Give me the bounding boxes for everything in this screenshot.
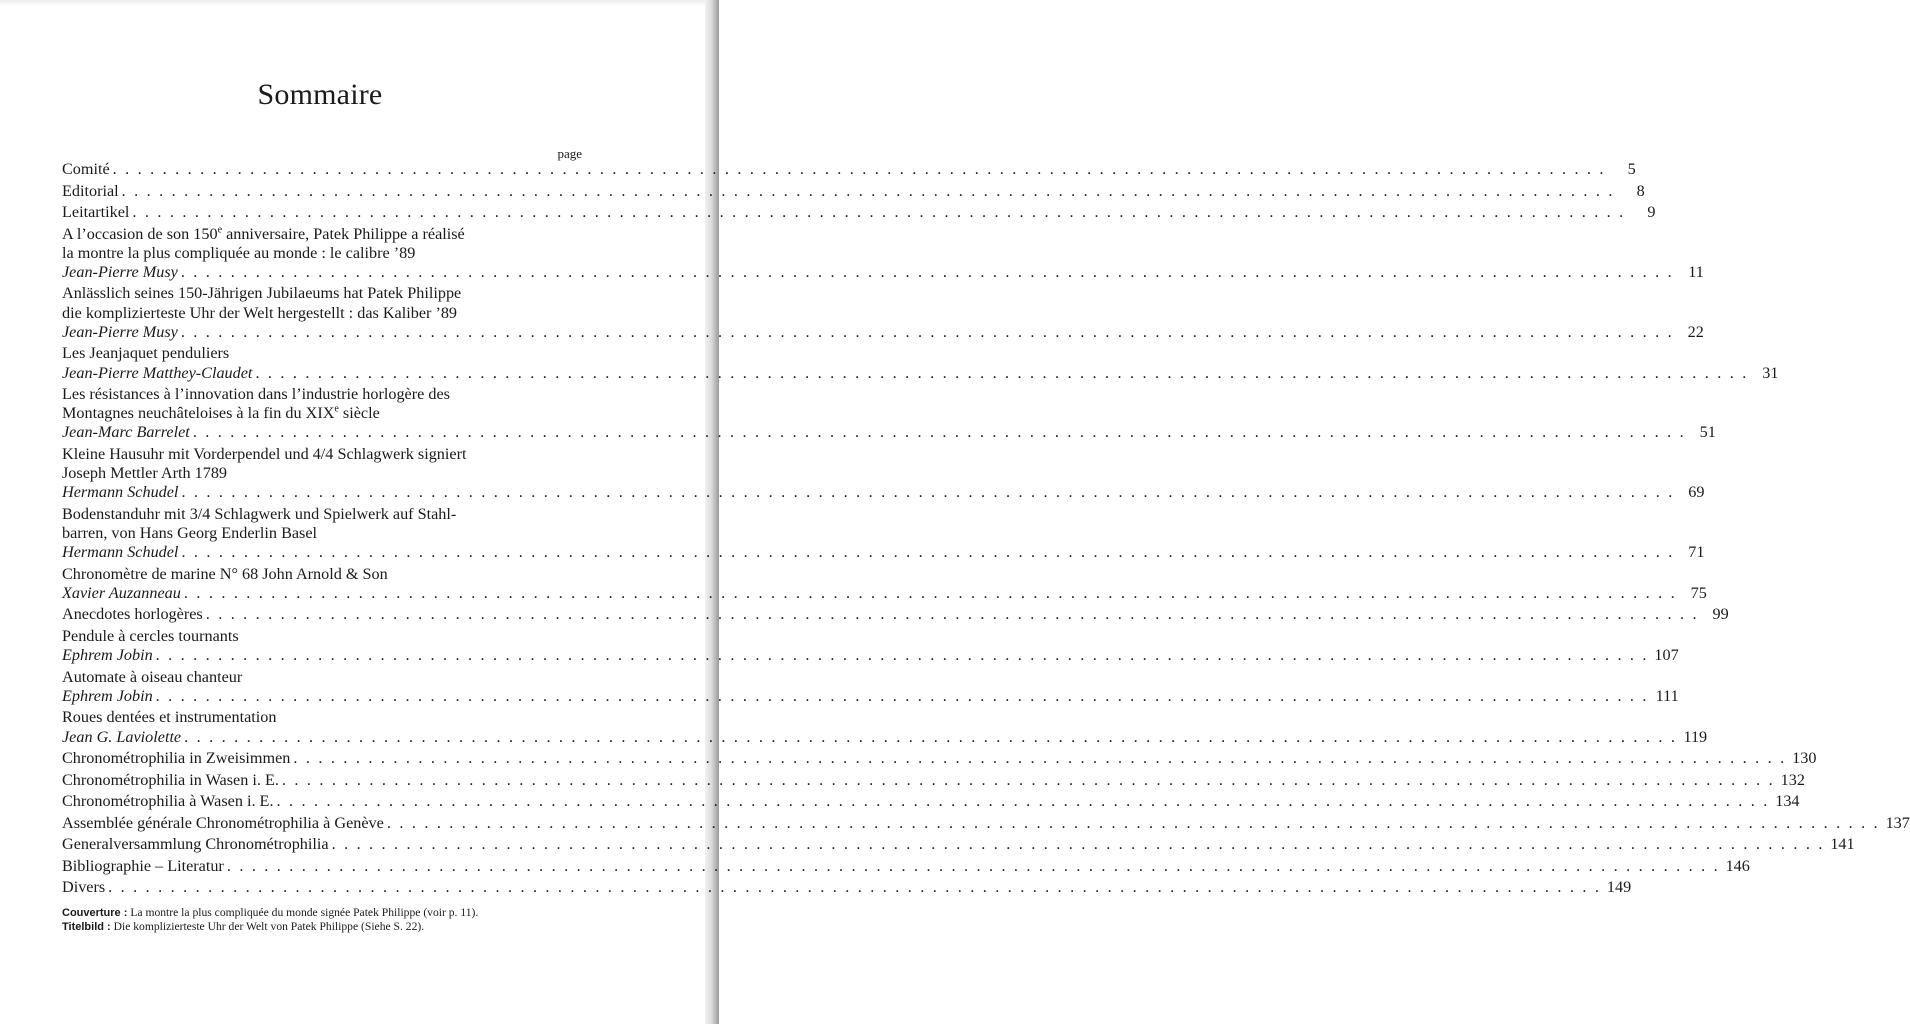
toc-entry-leader-row (62, 770, 1805, 790)
toc-entry-title-line (62, 385, 582, 404)
toc-entry (62, 835, 1855, 854)
dot-leader: . . . . . . . . . . . . . . . . . . . . . . . . . . . . . . . . . . . . . . . . . . . . . . . . . . . . . . . . . . . . . . . . . . . . . . . . . . . . . . . . . . . . . . . . . . . . . . . . . . . . . . . . . . . . . . . . . . . . . . . . (108, 878, 1602, 897)
toc-entry (62, 605, 1729, 624)
toc-entry-page-number: 119 (1683, 727, 1708, 746)
toc-entry-author: Jean G. Laviolette (62, 727, 182, 746)
toc-entry (62, 770, 1805, 790)
toc-entry (62, 181, 1645, 201)
title-text: Bodenstanduhr mit 3/4 Schlagwerk und Spielwerk auf Stahl- (62, 504, 457, 523)
toc-entry (62, 160, 1636, 179)
toc-entry (62, 667, 1679, 706)
toc-entry-leader-row (62, 583, 1707, 603)
toc-entry-page-number: 51 (1699, 423, 1716, 442)
toc-entry-title-line (62, 524, 582, 543)
toc-entry-title: Comité (62, 160, 110, 178)
toc-entry-leader-row (62, 856, 1750, 876)
toc-entry-author: Ephrem Jobin (62, 686, 153, 705)
toc-entry (62, 203, 1656, 222)
title-text: die komplizierteste Uhr der Welt hergestellt : das Kaliber ’89 (62, 303, 458, 322)
toc-entry-page-number: 75 (1690, 583, 1707, 602)
dot-leader: . . . . . . . . . . . . . . . . . . . . . . . . . . . . . . . . . . . . . . . . . . . . . . . . . . . . . . . . . . . . . . . . . . . . . . . . . . . . . . . . . . . . . . . . . . . . . . . . . . . . . . . . . . . . . . . . . . . . . . . . (181, 483, 1675, 502)
toc-entry-author: Ephrem Jobin (62, 646, 153, 665)
toc-entry (62, 856, 1750, 876)
toc-entry-page-number: 134 (1775, 792, 1800, 811)
toc-entry-title-line (62, 505, 582, 524)
toc-entry-page-number: 130 (1792, 749, 1817, 768)
dot-leader: . . . . . . . . . . . . . . . . . . . . . . . . . . . . . . . . . . . . . . . . . . . . . . . . . . . . . . . . . . . . . . . . . . . . . . . . . . . . . . . . . . . . . . . . . . . . . . . . . . . . . . . . . . . . . . . . . . . . . . . . (155, 686, 1649, 705)
dot-leader: . . . . . . . . . . . . . . . . . . . . . . . . . . . . . . . . . . . . . . . . . . . . . . . . . . . . . . . . . . . . . . . . . . . . . . . . . . . . . . . . . . . . . . . . . . . . . . . . . . . . . . . . . . . . . . . . . . . . . . . . (281, 770, 1775, 789)
toc-entry-leader-row (62, 835, 1855, 854)
toc-entry (62, 504, 1705, 563)
page-title: Sommaire (257, 78, 383, 111)
title-text: anniversaire, Patek Philippe a réalisé (222, 224, 465, 243)
dot-leader: . . . . . . . . . . . . . . . . . . . . . . . . . . . . . . . . . . . . . . . . . . . . . . . . . . . . . . . . . . . . . . . . . . . . . . . . . . . . . . . . . . . . . . . . . . . . . . . . . . . . . . . . . . . . . . . . . . . . . . . . (180, 262, 1674, 281)
table-of-contents (62, 160, 1910, 900)
toc-entry-title-line (62, 344, 582, 363)
toc-entry-page-number: 99 (1712, 605, 1729, 624)
toc-entry-title: Editorial (62, 181, 119, 200)
caption-label: Couverture : (62, 907, 128, 919)
toc-entry-leader-row (62, 543, 1705, 562)
toc-entry-leader-row (62, 605, 1729, 624)
toc-entry-page-number: 107 (1654, 646, 1679, 665)
dot-leader: . . . . . . . . . . . . . . . . . . . . . . . . . . . . . . . . . . . . . . . . . . . . . . . . . . . . . . . . . . . . . . . . . . . . . . . . . . . . . . . . . . . . . . . . . . . . . . . . . . . . . . . . . . . . . . . . . . . . . . . . (181, 543, 1675, 562)
title-text: Chronomètre de marine N° 68 John Arnold & Son (62, 564, 388, 583)
title-text: barren, von Hans Georg Enderlin Basel (62, 524, 318, 543)
dot-leader: . . . . . . . . . . . . . . . . . . . . . . . . . . . . . . . . . . . . . . . . . . . . . . . . . . . . . . . . . . . . . . . . . . . . . . . . . . . . . . . . . . . . . . . . . . . . . . . . . . . . . . . . . . . . . . . . . . . . . . . . (183, 583, 1677, 602)
title-text: Automate à oiseau chanteur (62, 667, 243, 686)
toc-entry-title: Chronométrophilia in Zweisimmen (62, 749, 291, 768)
toc-entry-author: Hermann Schudel (62, 483, 179, 502)
dot-leader: . . . . . . . . . . . . . . . . . . . . . . . . . . . . . . . . . . . . . . . . . . . . . . . . . . . . . . . . . . . . . . . . . . . . . . . . . . . . . . . . . . . . . . . . . . . . . . . . . . . . . . . . . . . . . . . . . . . . . . . . (184, 727, 1678, 746)
dot-leader: . . . . . . . . . . . . . . . . . . . . . . . . . . . . . . . . . . . . . . . . . . . . . . . . . . . . . . . . . . . . . . . . . . . . . . . . . . . . . . . . . . . . . . . . . . . . . . . . . . . . . . . . . . . . . . . . . . . . . . . . (293, 749, 1787, 768)
toc-entry-leader-row (62, 203, 1656, 222)
page-column-header: page (557, 146, 582, 161)
toc-entry-title: Generalversammlung Chronométrophilia (62, 835, 329, 854)
caption-text: La montre la plus compliquée du monde signée Patek Philippe (voir p. 11). (130, 906, 479, 919)
toc-entry-leader-row (62, 878, 1632, 897)
dot-leader: . . . . . . . . . . . . . . . . . . . . . . . . . . . . . . . . . . . . . . . . . . . . . . . . . . . . . . . . . . . . . . . . . . . . . . . . . . . . . . . . . . . . . . . . . . . . . . . . . . . . . . . . . . . . . . . . . . . . . . . . (112, 160, 1606, 178)
toc-entry (62, 749, 1817, 768)
toc-entry-title-line (62, 464, 582, 483)
toc-entry-page-number: 141 (1830, 835, 1855, 854)
caption-label: Titelbild : (62, 921, 111, 933)
toc-entry (62, 792, 1800, 811)
superscript-text: e (217, 224, 223, 236)
title-text: Joseph Mettler Arth 1789 (62, 464, 228, 483)
toc-entry-page-number: 71 (1688, 543, 1705, 562)
toc-entry-page-number: 9 (1647, 203, 1656, 221)
dot-leader: . . . . . . . . . . . . . . . . . . . . . . . . . . . . . . . . . . . . . . . . . . . . . . . . . . . . . . . . . . . . . . . . . . . . . . . . . . . . . . . . . . . . . . . . . . . . . . . . . . . . . . . . . . . . . . . . . . . . . . . . (276, 792, 1770, 811)
toc-entry-title-line (62, 304, 582, 323)
toc-entry-author: Xavier Auzanneau (62, 583, 181, 602)
caption-line (62, 906, 622, 920)
toc-entry-author: Jean-Pierre Musy (62, 262, 178, 281)
toc-entry-title-line (62, 668, 582, 687)
dot-leader: . . . . . . . . . . . . . . . . . . . . . . . . . . . . . . . . . . . . . . . . . . . . . . . . . . . . . . . . . . . . . . . . . . . . . . . . . . . . . . . . . . . . . . . . . . . . . . . . . . . . . . . . . . . . . . . . . . . . . . . . (192, 423, 1686, 442)
toc-entry (62, 564, 1707, 603)
toc-entry-title-line (62, 225, 582, 244)
toc-entry-leader-row (62, 363, 1779, 383)
toc-entry-page-number: 137 (1885, 813, 1910, 832)
toc-entry-title-line (62, 708, 582, 727)
dot-leader: . . . . . . . . . . . . . . . . . . . . . . . . . . . . . . . . . . . . . . . . . . . . . . . . . . . . . . . . . . . . . . . . . . . . . . . . . . . . . . . . . . . . . . . . . . . . . . . . . . . . . . . . . . . . . . . . . . . . . . . . (155, 646, 1649, 665)
title-text: Kleine Hausuhr mit Vorderpendel und 4/4 Schlagwerk signiert (62, 444, 467, 463)
page-top-shadow (0, 0, 719, 6)
toc-entry-title: Leitartikel (62, 203, 130, 221)
toc-entry (62, 813, 1910, 833)
toc-entry-leader-row (62, 792, 1800, 811)
toc-entry-title-line (62, 244, 582, 263)
dot-leader: . . . . . . . . . . . . . . . . . . . . . . . . . . . . . . . . . . . . . . . . . . . . . . . . . . . . . . . . . . . . . . . . . . . . . . . . . . . . . . . . . . . . . . . . . . . . . . . . . . . . . . . . . . . . . . . . . . . . . . . . (132, 203, 1626, 221)
title-text: siècle (338, 404, 380, 423)
toc-entry-page-number: 22 (1687, 322, 1704, 341)
toc-entry-title: Divers (62, 878, 106, 897)
toc-entry (62, 878, 1632, 897)
toc-entry-page-number: 149 (1606, 878, 1632, 897)
toc-entry-title-line (62, 445, 582, 464)
toc-entry-page-number: 5 (1627, 160, 1636, 178)
title-text: A l’occasion de son 150 (62, 224, 218, 243)
toc-entry-title-line (62, 565, 582, 584)
toc-entry-leader-row (62, 813, 1910, 833)
toc-entry-page-number: 31 (1762, 363, 1779, 382)
toc-entry (62, 284, 1704, 342)
title-text: Anlässlich seines 150-Jährigen Jubilaeums hat Patek Philippe (62, 284, 462, 303)
toc-entry-leader-row (62, 686, 1679, 706)
toc-entry (62, 344, 1779, 382)
toc-entry (62, 626, 1679, 665)
toc-entry-leader-row (62, 646, 1679, 665)
title-text: Les résistances à l’innovation dans l’industrie horlogère des (62, 385, 450, 404)
toc-entry-title: Assemblée générale Chronométrophilia à Genève (62, 813, 384, 832)
toc-entry-leader-row (62, 749, 1817, 768)
toc-entry-page-number: 146 (1725, 856, 1750, 875)
toc-entry-title: Chronométrophilia à Wasen i. E. (62, 792, 274, 811)
title-text: la montre la plus compliquée au monde : le calibre ’89 (62, 243, 416, 262)
toc-entry-author: Jean-Marc Barrelet (62, 423, 190, 442)
title-text: Montagnes neuchâteloises à la fin du XIX (62, 404, 335, 423)
toc-entry-title: Bibliographie – Literatur (62, 856, 224, 875)
toc-entry-title-line (62, 404, 582, 423)
superscript-text: e (334, 403, 339, 415)
toc-entry-leader-row (62, 483, 1705, 502)
title-text: Roues dentées et instrumentation (62, 708, 277, 727)
dot-leader: . . . . . . . . . . . . . . . . . . . . . . . . . . . . . . . . . . . . . . . . . . . . . . . . . . . . . . . . . . . . . . . . . . . . . . . . . . . . . . . . . . . . . . . . . . . . . . . . . . . . . . . . . . . . . . . . . . . . . . . . (331, 835, 1825, 854)
toc-entry-title: Chronométrophilia in Wasen i. E. (62, 770, 279, 789)
toc-entry-leader-row (62, 423, 1716, 442)
dot-leader: . . . . . . . . . . . . . . . . . . . . . . . . . . . . . . . . . . . . . . . . . . . . . . . . . . . . . . . . . . . . . . . . . . . . . . . . . . . . . . . . . . . . . . . . . . . . . . . . . . . . . . . . . . . . . . . . . . . . . . . . (386, 813, 1880, 832)
toc-entry-leader-row (62, 160, 1636, 179)
dot-leader: . . . . . . . . . . . . . . . . . . . . . . . . . . . . . . . . . . . . . . . . . . . . . . . . . . . . . . . . . . . . . . . . . . . . . . . . . . . . . . . . . . . . . . . . . . . . . . . . . . . . . . . . . . . . . . . . . . . . . . . . (121, 181, 1615, 200)
toc-entry-author: Hermann Schudel (62, 543, 179, 562)
toc-entry-leader-row (62, 322, 1704, 342)
dot-leader: . . . . . . . . . . . . . . . . . . . . . . . . . . . . . . . . . . . . . . . . . . . . . . . . . . . . . . . . . . . . . . . . . . . . . . . . . . . . . . . . . . . . . . . . . . . . . . . . . . . . . . . . . . . . . . . . . . . . . . . . (205, 605, 1699, 624)
toc-entry-page-number: 132 (1780, 770, 1805, 789)
dot-leader: . . . . . . . . . . . . . . . . . . . . . . . . . . . . . . . . . . . . . . . . . . . . . . . . . . . . . . . . . . . . . . . . . . . . . . . . . . . . . . . . . . . . . . . . . . . . . . . . . . . . . . . . . . . . . . . . . . . . . . . . (180, 322, 1674, 341)
toc-entry-page-number: 111 (1655, 686, 1679, 705)
toc-entry-page-number: 69 (1688, 483, 1705, 502)
toc-entry-page-number: 8 (1636, 181, 1645, 200)
toc-entry-title-line (62, 284, 582, 303)
title-text: Les Jeanjaquet penduliers (62, 344, 230, 363)
toc-entry-leader-row (62, 727, 1708, 747)
toc-entry-title: Anecdotes horlogères (62, 605, 203, 624)
toc-entry-leader-row (62, 262, 1704, 282)
toc-entry (62, 444, 1705, 503)
caption-text: Die komplizierteste Uhr der Welt von Patek Philippe (Siehe S. 22). (113, 920, 425, 933)
caption-line (62, 920, 622, 934)
dot-leader: . . . . . . . . . . . . . . . . . . . . . . . . . . . . . . . . . . . . . . . . . . . . . . . . . . . . . . . . . . . . . . . . . . . . . . . . . . . . . . . . . . . . . . . . . . . . . . . . . . . . . . . . . . . . . . . . . . . . . . . . (226, 856, 1720, 875)
toc-entry (62, 385, 1716, 443)
toc-entry (62, 708, 1708, 746)
toc-entry-author: Jean-Pierre Musy (62, 322, 178, 341)
toc-entry-title-line (62, 627, 582, 646)
cover-caption (62, 906, 622, 934)
toc-entry-leader-row (62, 181, 1645, 201)
toc-entry-page-number: 11 (1688, 262, 1704, 281)
toc-entry-author: Jean-Pierre Matthey-Claudet (62, 363, 253, 382)
title-text: Pendule à cercles tournants (62, 626, 239, 645)
toc-entry (62, 224, 1704, 283)
dot-leader: . . . . . . . . . . . . . . . . . . . . . . . . . . . . . . . . . . . . . . . . . . . . . . . . . . . . . . . . . . . . . . . . . . . . . . . . . . . . . . . . . . . . . . . . . . . . . . . . . . . . . . . . . . . . . . . . . . . . . . . . (255, 363, 1749, 382)
